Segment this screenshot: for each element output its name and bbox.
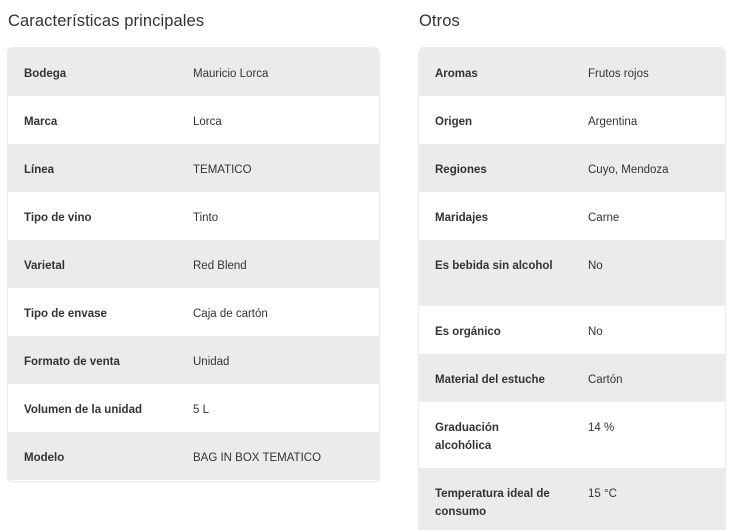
spec-label: Modelo <box>24 452 65 464</box>
spec-value: Carne <box>588 212 620 224</box>
spec-value: Cartón <box>588 374 623 386</box>
spec-row-bodega <box>8 48 379 96</box>
spec-value: Argentina <box>588 116 638 128</box>
spec-row-modelo <box>8 432 379 480</box>
spec-label: Formato de venta <box>24 356 120 368</box>
spec-row-regiones <box>419 144 725 192</box>
spec-value: No <box>588 326 603 338</box>
spec-label: Tipo de envase <box>24 308 107 320</box>
spec-label: Tipo de vino <box>24 212 92 224</box>
spec-value: Frutos rojos <box>588 68 649 80</box>
main-features-title: Características principales <box>8 12 205 30</box>
spec-row-tipo-de-envase <box>8 288 379 336</box>
spec-label: Regiones <box>435 164 487 176</box>
spec-label: Varietal <box>24 260 65 272</box>
spec-label: Es bebida sin alcohol <box>435 260 553 272</box>
spec-row-organico <box>419 306 725 354</box>
other-features-table <box>419 48 725 530</box>
spec-row-material-estuche <box>419 354 725 402</box>
spec-value: 15 °C <box>588 488 617 500</box>
spec-value: Lorca <box>193 116 222 128</box>
spec-label: Temperatura ideal de consumo <box>435 488 550 518</box>
spec-value: Unidad <box>193 356 230 368</box>
spec-value: Tinto <box>193 212 219 224</box>
spec-label: Material del estuche <box>435 374 545 386</box>
spec-value: Mauricio Lorca <box>193 68 269 80</box>
spec-row-temperatura <box>419 468 725 530</box>
spec-value: Red Blend <box>193 260 247 272</box>
spec-row-graduacion <box>419 402 725 468</box>
spec-row-sin-alcohol <box>419 240 725 306</box>
spec-label: Aromas <box>435 68 478 80</box>
spec-row-marca <box>8 96 379 144</box>
spec-label: Volumen de la unidad <box>24 404 142 416</box>
spec-value: 14 % <box>588 422 615 434</box>
spec-row-linea <box>8 144 379 192</box>
spec-value: Caja de cartón <box>193 308 268 320</box>
spec-row-origen <box>419 96 725 144</box>
other-features-title: Otros <box>419 12 460 30</box>
spec-label: Es orgánico <box>435 326 501 338</box>
spec-label: Marca <box>24 116 58 128</box>
spec-row-aromas <box>419 48 725 96</box>
spec-value: BAG IN BOX TEMATICO <box>193 452 322 464</box>
spec-value: TEMATICO <box>193 164 252 176</box>
spec-label: Maridajes <box>435 212 489 224</box>
spec-value: 5 L <box>193 404 209 416</box>
spec-value: No <box>588 260 603 272</box>
spec-row-varietal <box>8 240 379 288</box>
spec-label: Línea <box>24 164 55 176</box>
spec-value: Cuyo, Mendoza <box>588 164 669 176</box>
spec-row-maridajes <box>419 192 725 240</box>
spec-row-formato-de-venta <box>8 336 379 384</box>
spec-row-tipo-de-vino <box>8 192 379 240</box>
spec-row-volumen <box>8 384 379 432</box>
spec-label: Graduación alcohólica <box>435 422 499 452</box>
main-features-table <box>8 48 379 481</box>
spec-label: Bodega <box>24 68 67 80</box>
spec-label: Origen <box>435 116 473 128</box>
